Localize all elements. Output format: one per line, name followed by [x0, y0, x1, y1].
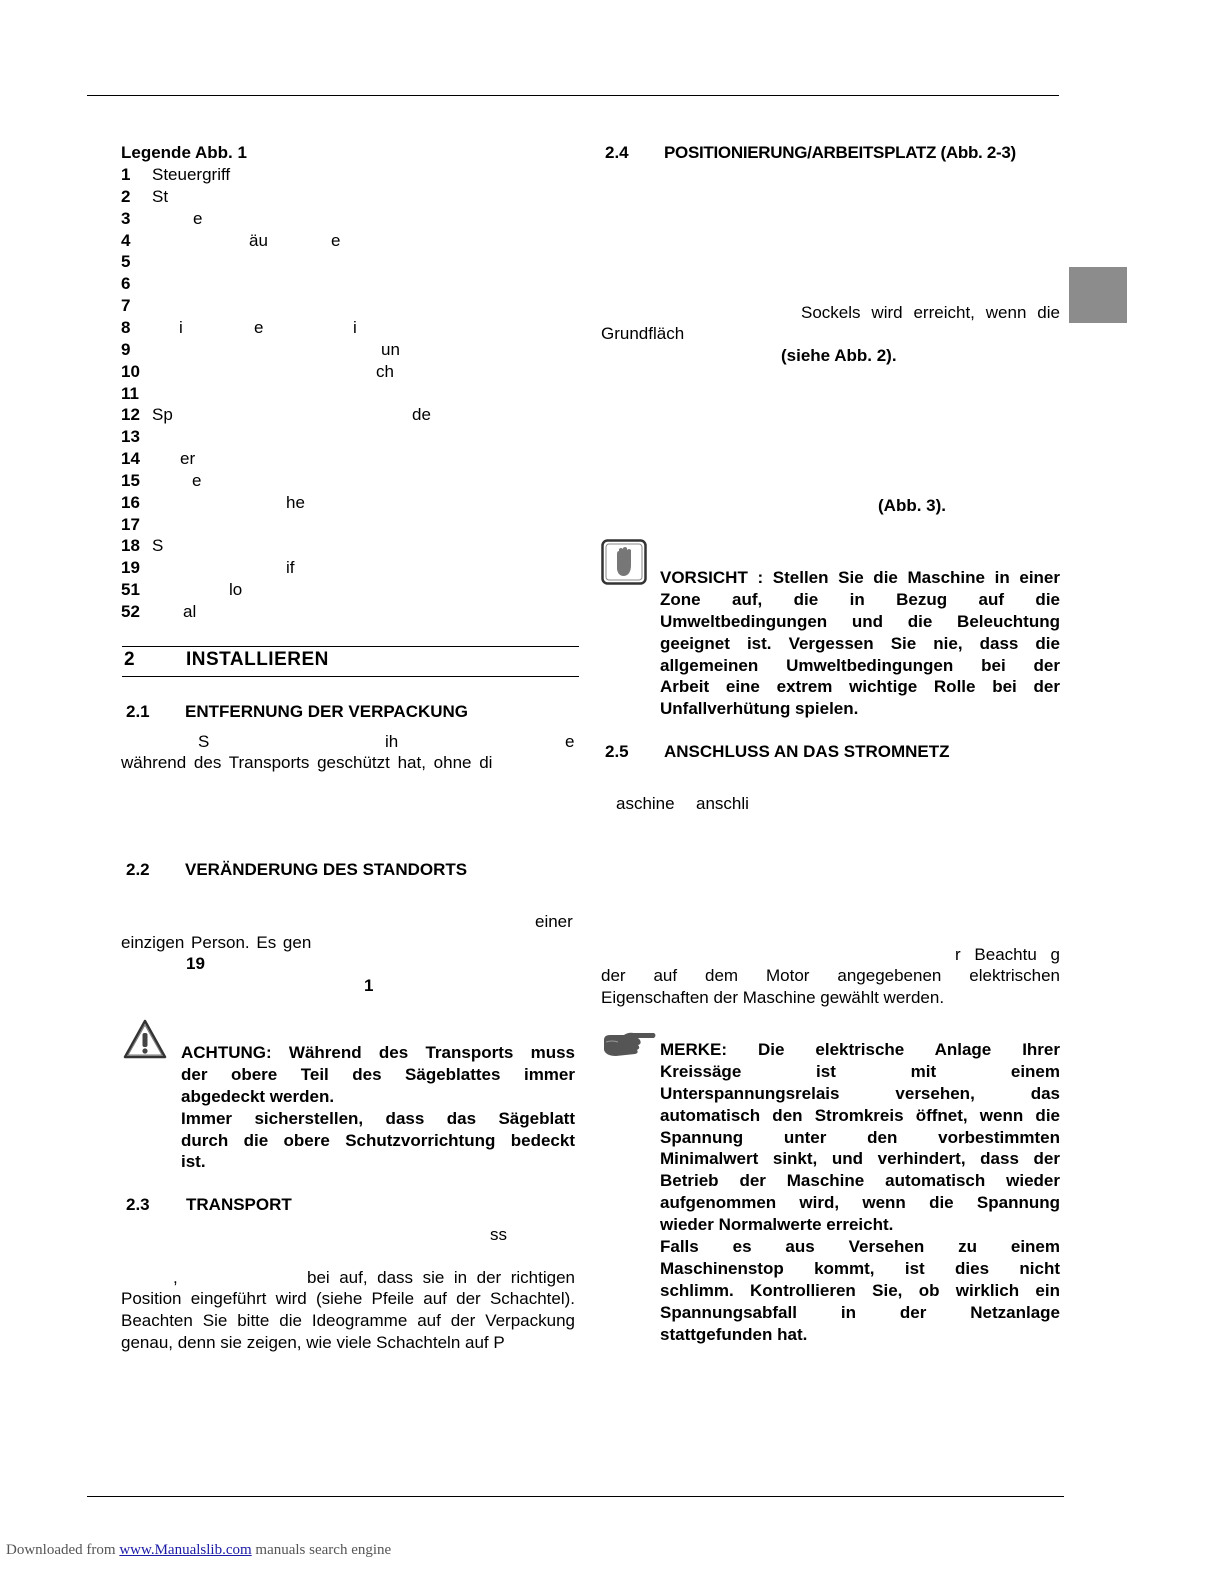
legend-item-number: 18: [121, 536, 140, 556]
paragraph-line: Beachten Sie bitte die Ideogramme auf der Verpackung: [121, 1310, 575, 1330]
paragraph-line: der obere Teil des Sägeblattes immer: [181, 1064, 575, 1084]
text-fragment: ,: [173, 1268, 178, 1287]
legend-item-number: 14: [121, 449, 140, 469]
legend-item-text: e: [193, 208, 203, 228]
bottom-rule: [87, 1496, 1064, 1497]
section-2-3-number: 2.3: [126, 1195, 150, 1214]
paragraph-line: schlimm. Kontrollieren Sie, ob wirklich ein: [660, 1280, 1060, 1300]
legend-item-text: Steuergriff: [152, 165, 231, 184]
legend-item-number: 2: [121, 186, 131, 206]
legend-item-number: 7: [121, 296, 131, 316]
paragraph-line: Spannungsabfall in der Netzanlage: [660, 1302, 1060, 1322]
paragraph-line: Minimalwert sinkt, und verhindert, dass der: [660, 1149, 1060, 1169]
legend-item-number: 15: [121, 470, 140, 490]
section-2-4-title: POSITIONIERUNG/ARBEITSPLATZ (Abb. 2-3): [664, 143, 1016, 162]
section-2-3-title: TRANSPORT: [186, 1195, 292, 1214]
legend-item-text: he: [286, 492, 305, 512]
section-2-1-title: ENTFERNUNG DER VERPACKUNG: [185, 702, 469, 721]
text-fragment: aschine: [616, 794, 675, 813]
figure-reference: (Abb. 3).: [878, 496, 946, 515]
paragraph-line: Immer sicherstellen, dass das Sägeblatt: [181, 1108, 575, 1128]
text-fragment: einer: [535, 912, 573, 931]
legend-item-text: äu: [249, 230, 268, 250]
section-2-5-number: 2.5: [605, 742, 629, 761]
chapter-rule-top: [122, 646, 579, 647]
paragraph-line: automatisch den Stromkreis öffnet, wenn die: [660, 1105, 1060, 1125]
legend-item-number: 3: [121, 208, 131, 228]
legend-item-number: 11: [121, 383, 139, 403]
paragraph-line: aufgenommen wird, wenn die Spannung: [660, 1193, 1060, 1213]
legend-item-text: al: [183, 602, 197, 621]
section-2-4-number: 2.4: [605, 143, 629, 162]
legend-item-text: S: [152, 536, 164, 556]
paragraph-line: Betrieb der Maschine automatisch wieder: [660, 1171, 1060, 1191]
hand-stop-icon: [601, 539, 647, 585]
paragraph-line: VORSICHT : Stellen Sie die Maschine in einer: [660, 568, 1060, 587]
legend-item-text: if: [286, 558, 295, 578]
footer-suffix: manuals search engine: [255, 1542, 392, 1558]
text-fragment: ih: [385, 732, 399, 751]
legend-item-text: e: [331, 230, 341, 250]
manualslib-link[interactable]: www.Manualslib.com: [119, 1542, 252, 1558]
legend-item-number: 5: [121, 252, 131, 272]
text-fragment: Sockels wird erreicht, wenn die: [801, 303, 1060, 322]
legend-item-number: 4: [121, 230, 131, 250]
legend-item-number: 10: [121, 361, 140, 381]
figure-reference: (siehe Abb. 2).: [781, 346, 897, 365]
section-2-2-title: VERÄNDERUNG DES STANDORTS: [185, 860, 468, 879]
warning-note: [181, 1042, 575, 1173]
figure-reference: 1: [364, 976, 374, 995]
legend-item-text: un: [381, 339, 400, 359]
paragraph-line: Spannung unter den vorbestimmten: [660, 1127, 1060, 1147]
chapter-title: INSTALLIEREN: [186, 649, 329, 670]
paragraph-line: während des Transports geschützt hat, ohne di: [121, 753, 493, 772]
paragraph-line: Position eingeführt wird (siehe Pfeile auf der Schachtel).: [121, 1289, 575, 1308]
legend-item-number: 16: [121, 492, 140, 512]
legend-item-text: e: [254, 317, 264, 337]
legend-item-number: 52: [121, 602, 140, 621]
legend-item-text: lo: [229, 580, 243, 600]
pointing-hand-icon: [602, 1030, 658, 1060]
legend-item-number: 6: [121, 274, 131, 294]
text-fragment: Grundfläch: [601, 324, 685, 343]
chapter-rule-bottom: [122, 676, 579, 677]
paragraph-line: ist.: [181, 1152, 206, 1172]
paragraph-line: Kreissäge ist mit einem: [660, 1061, 1060, 1081]
text-fragment: S: [198, 732, 210, 751]
top-rule: [87, 95, 1059, 96]
paragraph-line: Zone auf, die in Bezug auf die: [660, 589, 1060, 609]
legend-item-number: 9: [121, 339, 131, 359]
legend-item-number: 17: [121, 514, 140, 534]
text-fragment: anschli: [696, 794, 749, 813]
text-fragment: r Beachtu g: [955, 945, 1060, 964]
text-fragment: einzigen Person. Es gen: [121, 933, 312, 952]
chapter-number: 2: [124, 649, 135, 670]
paragraph-line: geeignet ist. Vergessen Sie nie, dass die: [660, 633, 1060, 653]
legend-title: Legende Abb. 1: [121, 143, 247, 162]
paragraph-line: stattgefunden hat.: [660, 1324, 808, 1344]
paragraph-line: Maschinenstop kommt, ist dies nicht: [660, 1258, 1060, 1278]
paragraph-line: allgemeinen Umweltbedingungen bei der: [660, 655, 1060, 675]
legend-item-number: 12: [121, 405, 140, 425]
text-fragment: e: [565, 732, 575, 751]
figure-reference: 19: [186, 954, 205, 973]
paragraph-line: wieder Normalwerte erreicht.: [660, 1215, 894, 1235]
paragraph-line: der auf dem Motor angegebenen elektrischen: [601, 966, 1060, 985]
paragraph-line: MERKE: Die elektrische Anlage Ihrer: [660, 1040, 1060, 1059]
paragraph-line: Umweltbedingungen und die Beleuchtung: [660, 611, 1060, 631]
paragraph-line: Unterspannungsrelais versehen, das: [660, 1083, 1060, 1103]
paragraph-line: abgedeckt werden.: [181, 1086, 335, 1106]
footer-prefix: Downloaded from: [6, 1542, 116, 1558]
warning-triangle-icon: [122, 1018, 168, 1060]
note-box: [660, 1039, 1060, 1345]
section-2-2-number: 2.2: [126, 860, 150, 879]
legend-item-number: 51: [121, 580, 140, 600]
chapter-tab-marker: [1069, 267, 1127, 323]
legend-item-text: er: [180, 449, 196, 469]
legend-item-text: i: [353, 317, 357, 337]
paragraph-line: Unfallverhütung spielen.: [660, 699, 859, 719]
paragraph-line: genau, denn sie zeigen, wie viele Schachteln auf P: [121, 1332, 505, 1352]
legend-item-text: de: [412, 405, 431, 425]
section-2-3-text: [121, 1288, 575, 1354]
legend-item-text: St: [152, 186, 169, 206]
legend-item-number: 19: [121, 558, 140, 578]
legend-item-number: 13: [121, 427, 140, 447]
legend-item-text: Sp: [152, 405, 173, 425]
paragraph-line: durch die obere Schutzvorrichtung bedeckt: [181, 1130, 575, 1150]
footer: [6, 1542, 391, 1559]
paragraph-line: ACHTUNG: Während des Transports muss: [181, 1043, 575, 1062]
paragraph-line: Arbeit eine extrem wichtige Rolle bei der: [660, 677, 1060, 697]
legend-item-text: e: [192, 470, 202, 490]
text-fragment: ss: [490, 1225, 507, 1244]
legend-item-text: ch: [376, 361, 394, 381]
section-2-5-text: [601, 965, 1060, 1009]
legend-item-text: i: [179, 317, 183, 337]
section-2-1-text: [121, 752, 492, 774]
caution-note: [660, 567, 1060, 720]
legend-item-number: 1: [121, 165, 131, 184]
section-2-5-title: ANSCHLUSS AN DAS STROMNETZ: [664, 742, 950, 761]
paragraph-line: Eigenschaften der Maschine gewählt werden.: [601, 987, 945, 1007]
paragraph-line: Falls es aus Versehen zu einem: [660, 1237, 1060, 1257]
section-2-1-number: 2.1: [126, 702, 150, 721]
legend-item-number: 8: [121, 317, 131, 337]
text-fragment: bei auf, dass sie in der richtigen: [307, 1268, 575, 1287]
